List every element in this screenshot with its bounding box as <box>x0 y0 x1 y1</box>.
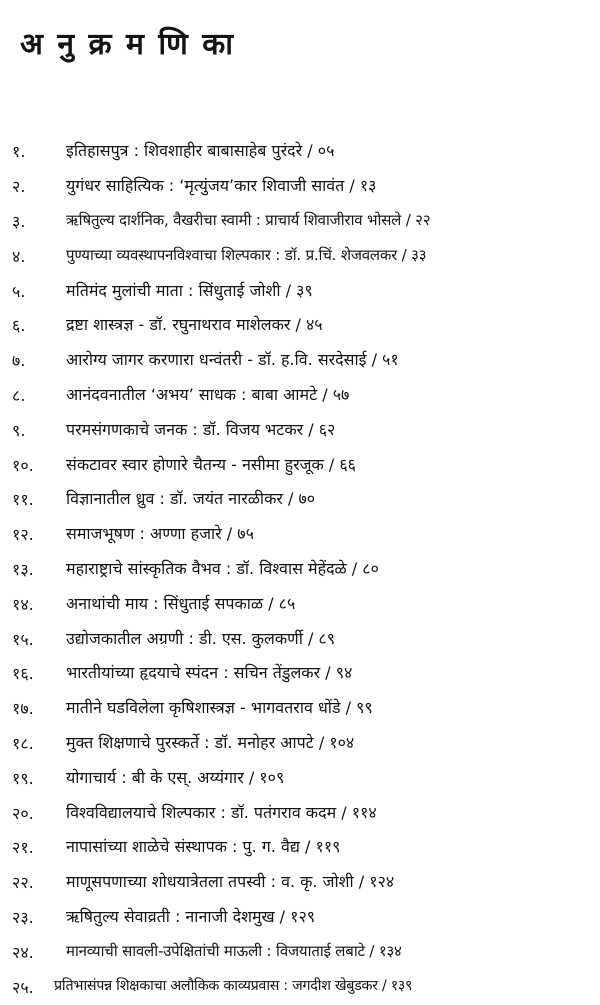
entry-number: ९. <box>12 420 26 440</box>
entry-text: ऋषितुल्य सेवाव्रती : नानाजी देशमुख / १२९ <box>66 906 316 926</box>
entry-number: १९. <box>12 768 34 788</box>
entry-number: ७. <box>12 351 26 371</box>
entry-text: परमसंगणकाचे जनक : डॉ. विजय भटकर / ६२ <box>66 419 336 439</box>
entry-number: १०. <box>12 455 34 475</box>
entry-text: भारतीयांच्या हृदयाचे स्पंदन : सचिन तेंडुलकर / ९४ <box>66 663 353 683</box>
entry-text: महाराष्ट्राचे सांस्कृतिक वैभव : डॉ. विश्वास मेहेंदळे / ८० <box>66 558 379 578</box>
entry-text: माणूसपणाच्या शोधयात्रेतला तपस्वी : व. कृ. जोशी / १२४ <box>66 872 395 892</box>
entry-text: आनंदवनातील ‘अभय’ साधक : बाबा आमटे / ५७ <box>66 384 350 404</box>
toc-entry <box>12 656 598 691</box>
table-of-contents <box>12 134 598 1004</box>
entry-number: ३. <box>12 211 26 231</box>
toc-entry <box>12 795 598 830</box>
toc-entry <box>12 830 598 865</box>
entry-number: १४. <box>12 594 34 614</box>
entry-number: ६. <box>12 316 26 336</box>
entry-number: १. <box>12 142 26 162</box>
toc-entry <box>12 169 598 204</box>
entry-text: विश्वविद्यालयाचे शिल्पकार : डॉ. पतंगराव कदम / ११४ <box>66 802 377 822</box>
entry-text: इतिहासपुत्र : शिवशाहीर बाबासाहेब पुरंदरे / ०५ <box>66 141 335 161</box>
toc-entry <box>12 343 598 378</box>
entry-number: १३. <box>12 559 34 579</box>
entry-text: द्रष्टा शास्त्रज्ञ - डॉ. रघुनाथराव माशेलकर / ४५ <box>66 315 323 335</box>
entry-number: २२. <box>12 873 34 893</box>
toc-entry <box>12 726 598 761</box>
entry-number: १८. <box>12 733 34 753</box>
entry-number: २५. <box>12 977 34 997</box>
entry-text: पुण्याच्या व्यवस्थापनविश्वाचा शिल्पकार : डॉ. प्र.चिं. शेजवलकर / ३३ <box>66 246 427 265</box>
entry-number: १२. <box>12 525 34 545</box>
entry-text: प्रतिभासंपन्न शिक्षकाचा अलौकिक काव्यप्रवास : जगदीश खेबुडकर / १३९ <box>54 978 413 995</box>
toc-entry <box>12 691 598 726</box>
entry-number: २१. <box>12 838 34 858</box>
entry-text: युगंधर साहित्यिक : ‘मृत्युंजय’कार शिवाजी सावंत / १३ <box>66 176 377 196</box>
toc-entry <box>12 865 598 900</box>
entry-text: योगाचार्य : बी के एस्. अय्यंगार / १०९ <box>66 767 285 787</box>
entry-number: २०. <box>12 803 34 823</box>
entry-number: २३. <box>12 907 34 927</box>
entry-number: २. <box>12 177 26 197</box>
entry-text: ऋषितुल्य दार्शनिक, वैखरीचा स्वामी : प्राचार्य शिवाजीराव भोसले / २२ <box>66 211 431 230</box>
toc-entry <box>12 238 598 273</box>
entry-text: आरोग्य जागर करणारा धन्वंतरी - डॉ. ह.वि. सरदेसाई / ५१ <box>66 350 399 370</box>
toc-entry <box>12 308 598 343</box>
toc-entry <box>12 412 598 447</box>
toc-entry <box>12 517 598 552</box>
entry-number: १५. <box>12 629 34 649</box>
entry-number: ४. <box>12 246 26 266</box>
entry-text: मुक्त शिक्षणाचे पुरस्कर्ते : डॉ. मनोहर आपटे / १०४ <box>66 732 355 752</box>
toc-entry <box>12 760 598 795</box>
entry-text: संकटावर स्वार होणारे चैतन्य - नसीमा हुरजूक / ६६ <box>66 454 356 474</box>
toc-entry <box>12 900 598 935</box>
entry-text: मतिमंद मुलांची माता : सिंधुताई जोशी / ३९ <box>66 280 313 300</box>
toc-entry <box>12 134 598 169</box>
entry-text: मातीने घडविलेला कृषिशास्त्रज्ञ - भागवतराव धोंडे / ९९ <box>66 698 373 718</box>
toc-entry <box>12 378 598 413</box>
entry-text: अनाथांची माय : सिंधुताई सपकाळ / ८५ <box>66 593 296 613</box>
toc-entry <box>12 969 598 1004</box>
entry-text: नापासांच्या शाळेचे संस्थापक : पु. ग. वैद्य / ११९ <box>66 837 341 857</box>
toc-entry <box>12 273 598 308</box>
toc-entry <box>12 934 598 969</box>
entry-number: ५. <box>12 281 26 301</box>
toc-entry <box>12 447 598 482</box>
toc-entry <box>12 586 598 621</box>
entry-number: २४. <box>12 942 34 962</box>
entry-number: १६. <box>12 664 34 684</box>
toc-entry <box>12 204 598 239</box>
toc-entry <box>12 482 598 517</box>
entry-text: समाजभूषण : अण्णा हजारे / ७५ <box>66 524 254 544</box>
page-title: अ नु क्र म णि का <box>20 27 236 62</box>
entry-number: १७. <box>12 699 34 719</box>
toc-entry <box>12 621 598 656</box>
entry-text: उद्योजकातील अग्रणी : डी. एस. कुलकर्णी / ८९ <box>66 628 336 648</box>
entry-number: ११. <box>12 490 34 510</box>
entry-number: ८. <box>12 385 26 405</box>
toc-entry <box>12 552 598 587</box>
entry-text: मानव्याची सावली-उपेक्षितांची माऊली : विजयाताई लबाटे / १३४ <box>66 942 402 961</box>
entry-text: विज्ञानातील ध्रुव : डॉ. जयंत नारळीकर / ७० <box>66 489 316 509</box>
